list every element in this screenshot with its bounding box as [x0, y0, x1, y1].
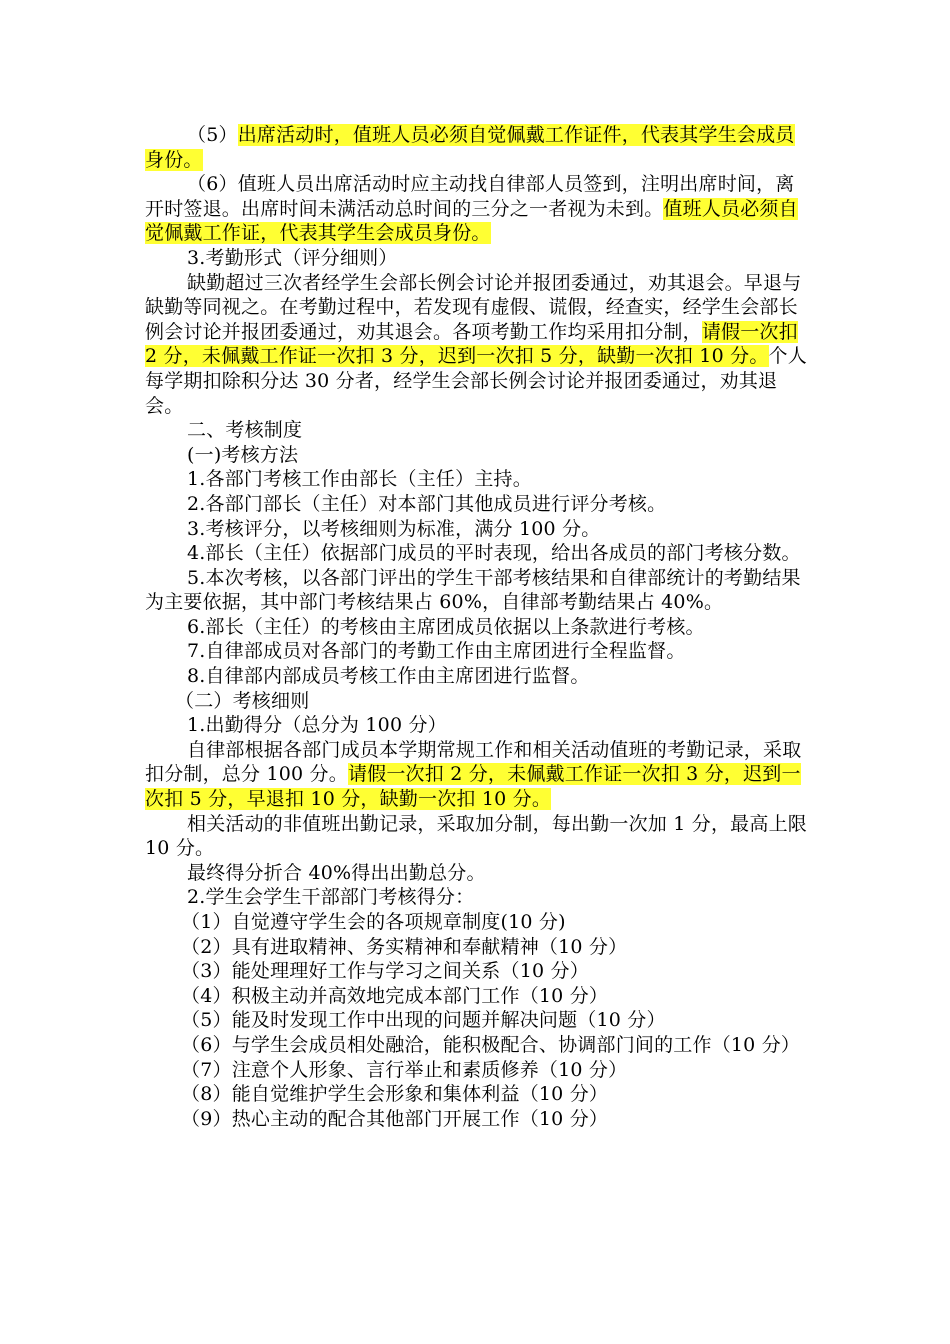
- text-run: 2.学生会学生干部部门考核得分：: [187, 886, 475, 909]
- paragraph: [145, 467, 810, 492]
- paragraph: [145, 566, 810, 615]
- paragraph: [145, 885, 810, 910]
- text-run: （6）值班人员出席活动时应主动找自律部人员签到，注明出席时间，离开时签退。出席时间未满活动总时间的三分之一者视为未到。: [145, 173, 795, 220]
- paragraph: [145, 492, 810, 517]
- text-run: （3）能处理理好工作与学习之间关系（10 分）: [181, 960, 589, 983]
- text-run: 最终得分折合 40%得出出勤总分。: [187, 861, 486, 884]
- text-run: （6）与学生会成员相处融洽，能积极配合、协调部门间的工作（10 分）: [181, 1033, 801, 1056]
- paragraph: [145, 664, 810, 689]
- highlighted-text: 出席活动时，值班人员必须自觉佩戴工作证件，代表其学生会成员身份。: [145, 124, 795, 171]
- paragraph: [145, 639, 810, 664]
- text-run: （5）: [187, 124, 238, 146]
- paragraph: [145, 689, 810, 714]
- text-run: （7）注意个人形象、言行举止和素质修养（10 分）: [181, 1058, 628, 1081]
- text-run: 缺勤超过三次者经学生会部长例会讨论并报团委通过，劝其退会。早退与缺勤等同视之。在考勤过程中，若发现有虚假、谎假，经查实，经学生会部长例会讨论并报团委通过，劝其退会。各项考勤工作均采用扣分制，: [145, 271, 802, 343]
- text-run: 3.考勤形式（评分细则）: [187, 246, 398, 269]
- paragraph: [145, 1008, 810, 1033]
- text-run: 个人每学期扣除积分达 30 分者，经学生会部长例会讨论并报团委通过，劝其退会。: [145, 345, 807, 417]
- text-run: 4.部长（主任）依据部门成员的平时表现，给出各成员的部门考核分数。: [187, 542, 801, 565]
- text-run: 6.部长（主任）的考核由主席团成员依据以上条款进行考核。: [187, 615, 705, 638]
- paragraph: [145, 910, 810, 935]
- paragraph: [145, 246, 810, 271]
- paragraph: [145, 172, 810, 246]
- text-run: 相关活动的非值班出勤记录，采取加分制，每出勤一次加 1 分，最高上限 10 分。: [145, 812, 807, 860]
- paragraph: [145, 738, 810, 812]
- text-run: （1）自觉遵守学生会的各项规章制度(10 分): [181, 911, 566, 933]
- paragraph: [145, 418, 810, 443]
- paragraph: [145, 935, 810, 960]
- document-body: [145, 123, 810, 1131]
- paragraph: [145, 271, 810, 419]
- text-run: 二、考核制度: [187, 419, 303, 442]
- text-run: 8.自律部内部成员考核工作由主席团进行监督。: [187, 665, 590, 688]
- paragraph: [145, 443, 810, 468]
- text-run: （8）能自觉维护学生会形象和集体利益（10 分）: [181, 1083, 609, 1106]
- text-run: 7.自律部成员对各部门的考勤工作由主席团进行全程监督。: [187, 640, 686, 663]
- text-run: 自律部根据各部门成员本学期常规工作和相关活动值班的考勤记录，采取扣分制，总分 100 分。: [145, 738, 802, 786]
- paragraph: [145, 123, 810, 172]
- paragraph: [145, 1033, 810, 1058]
- text-run: 1.各部门考核工作由部长（主任）主持。: [187, 468, 532, 491]
- paragraph: [145, 861, 810, 886]
- paragraph: [145, 1058, 810, 1083]
- text-run: (一)考核方法: [187, 443, 299, 466]
- text-run: （二）考核细则: [175, 689, 310, 712]
- paragraph: [145, 517, 810, 542]
- text-run: （2）具有进取精神、务实精神和奉献精神（10 分）: [181, 935, 628, 958]
- paragraph: [145, 541, 810, 566]
- text-run: 5.本次考核，以各部门评出的学生干部考核结果和自律部统计的考勤结果为主要依据，其中部门考核结果占 60%，自律部考勤结果占 40%。: [145, 566, 801, 614]
- paragraph: [145, 713, 810, 738]
- text-run: （4）积极主动并高效地完成本部门工作（10 分）: [181, 984, 609, 1007]
- paragraph: [145, 812, 810, 861]
- paragraph: [145, 959, 810, 984]
- paragraph: [145, 1082, 810, 1107]
- paragraph: [145, 984, 810, 1009]
- text-run: 1.出勤得分（总分为 100 分）: [187, 714, 447, 737]
- text-run: （9）热心主动的配合其他部门开展工作（10 分）: [181, 1107, 609, 1130]
- text-run: 2.各部门部长（主任）对本部门其他成员进行评分考核。: [187, 492, 667, 515]
- highlighted-text: 值班人员必须自觉佩戴工作证，代表其学生会成员身份。: [145, 197, 798, 245]
- paragraph: [145, 1107, 810, 1132]
- text-run: 3.考核评分，以考核细则为标准，满分 100 分。: [187, 517, 601, 540]
- paragraph: [145, 615, 810, 640]
- highlighted-text: 请假一次扣 2 分，未佩戴工作证一次扣 3 分，迟到一次扣 5 分，早退扣 10 分，缺勤一次扣 10 分。: [145, 763, 801, 811]
- highlighted-text: 请假一次扣 2 分，未佩戴工作证一次扣 3 分，迟到一次扣 5 分，缺勤一次扣 10 分。: [145, 320, 798, 368]
- text-run: （5）能及时发现工作中出现的问题并解决问题（10 分）: [181, 1009, 666, 1032]
